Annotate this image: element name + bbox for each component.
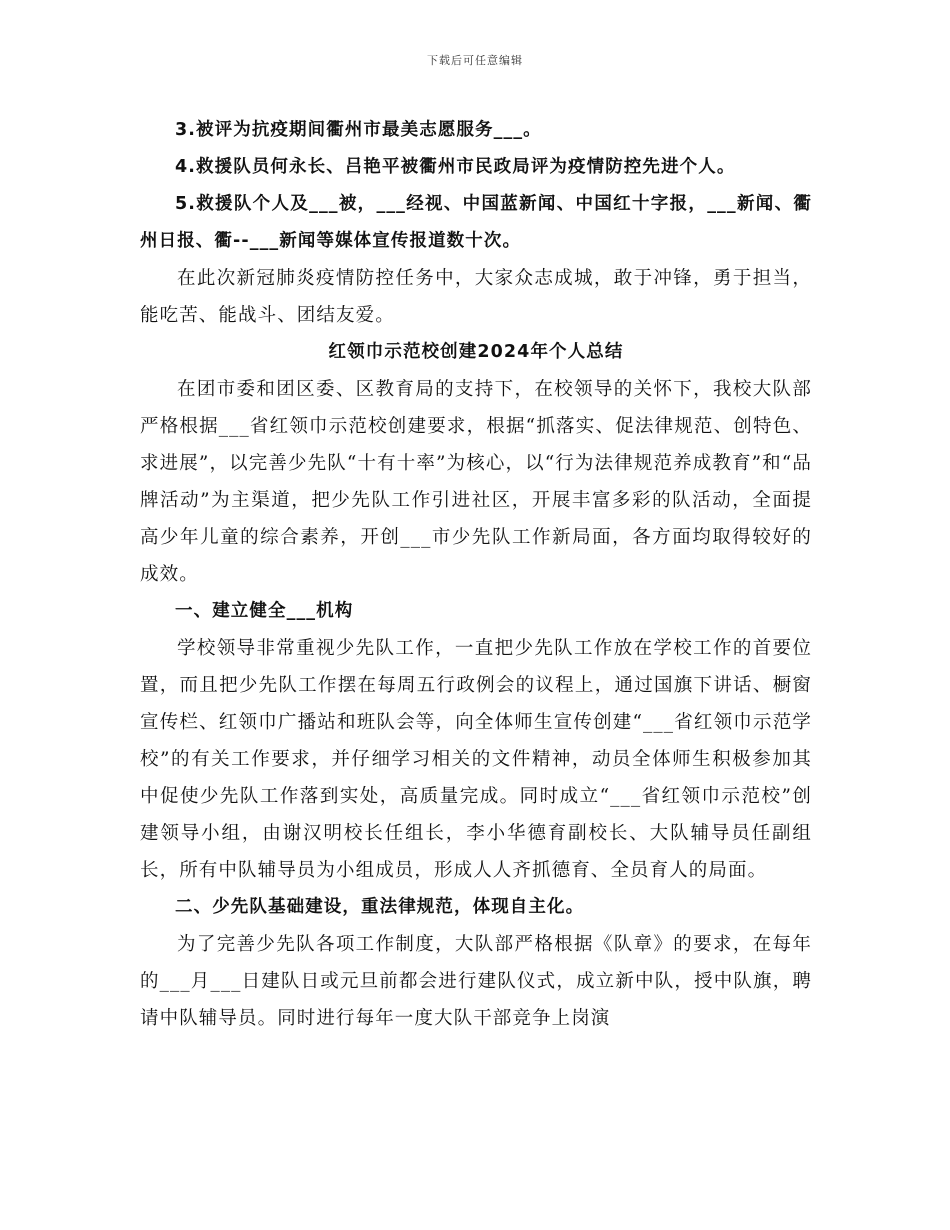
- paragraph-summary: 在此次新冠肺炎疫情防控任务中，大家众志成城，敢于冲锋，勇于担当，能吃苦、能战斗、团结友爱。: [140, 268, 812, 326]
- paragraph-honor-4: 4.救援队员何永长、吕艳平被衢州市民政局评为疫情防控先进个人。: [175, 157, 736, 177]
- paragraph-honor-3: 3.被评为抗疫期间衢州市最美志愿服务___。: [175, 120, 542, 140]
- page-header: 下载后可任意编辑: [427, 54, 523, 67]
- paragraph-intro: 在团市委和团区委、区教育局的支持下，在校领导的关怀下，我校大队部严格根据___省红领巾示范校创建要求，根据“抓落实、促法律规范、创特色、求进展”，以完善少先队“十有十率”为核心，以“行为法律规范养成教育”和“品牌活动”为主渠道，把少先队工作引进社区，开展丰富多彩的队活动，全面提高少年儿童的综合素养，开创___市少先队工作新局面，各方面均取得较好的成效。: [140, 379, 812, 585]
- paragraph-section-2: 为了完善少先队各项工作制度，大队部严格根据《队章》的要求，在每年的___月___日建队日或元旦前都会进行建队仪式，成立新中队，授中队旗，聘请中队辅导员。同时进行每年一度大队干部竞争上岗演: [140, 934, 812, 1029]
- paragraph-section-1: 学校领导非常重视少先队工作，一直把少先队工作放在学校工作的首要位置，而且把少先队工作摆在每周五行政例会的议程上，通过国旗下讲话、橱窗宣传栏、红领巾广播站和班队会等，向全体师生宣传创建“___省红领巾示范学校”的有关工作要求，并仔细学习相关的文件精神，动员全体师生积极参加其中促使少先队工作落到实处，高质量完成。同时成立“___省红领巾示范校”创建领导小组，由谢汉明校长任组长，李小华德育副校长、大队辅导员任副组长，所有中队辅导员为小组成员，形成人人齐抓德育、全员育人的局面。: [140, 638, 812, 881]
- section-heading-2: 二、少先队基础建设，重法律规范，体现自主化。: [175, 897, 585, 917]
- paragraph-honor-5: 5.救援队个人及___被，___经视、中国蓝新闻、中国红十字报，___新闻、衢州日报、衢--___新闻等媒体宣传报道数十次。: [140, 194, 812, 251]
- document-title: 红领巾示范校创建2024年个人总结: [328, 342, 624, 362]
- document-body: [140, 112, 812, 1037]
- section-heading-1: 一、建立健全___机构: [175, 601, 354, 621]
